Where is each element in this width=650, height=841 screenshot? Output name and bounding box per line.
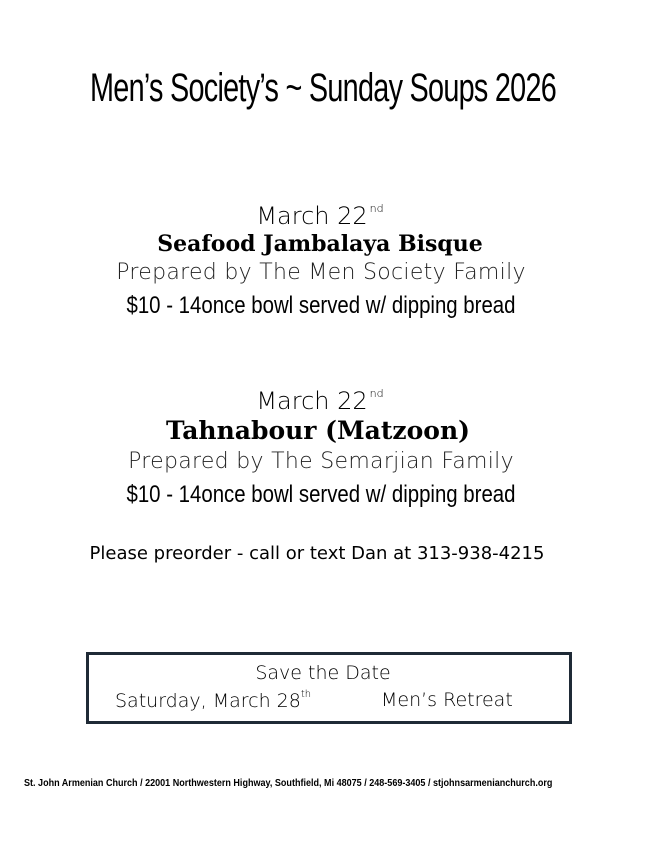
date-suffix: th (300, 689, 312, 700)
price-line: $10 - 14once bowl served w/ dipping bread (126, 292, 516, 319)
event-date-text: March 22 (256, 202, 368, 230)
save-the-date-box (86, 652, 572, 724)
event-2 (0, 379, 650, 512)
prepared-by: Prepared by The Men Society Family (116, 260, 526, 285)
footer-contact: St. John Armenian Church / 22001 Northwestern Highway, Southfield, Mi 48075 / 248-569-3405 / stjohnsarmenianchurch.org (24, 777, 553, 789)
page-title: Men’s Society’s ~ Sunday Soups 2026 (90, 66, 557, 110)
event-date (0, 379, 650, 416)
soup-name: Seafood Jambalaya Bisque (157, 231, 483, 257)
price-line: $10 - 14once bowl served w/ dipping bread (126, 481, 516, 508)
date-suffix: nd (369, 202, 384, 215)
save-the-date-event: Men’s Retreat (381, 689, 513, 711)
preorder-note: Please preorder - call or text Dan at 313-938-4215 (89, 543, 545, 564)
save-the-date-heading: Save the Date (255, 662, 391, 684)
soup-name: Tahnabour (Matzoon) (166, 416, 470, 445)
prepared-by: Prepared by The Semarjian Family (128, 449, 514, 474)
save-the-date-date-text: Saturday, March 28 (115, 690, 301, 712)
event-1 (0, 194, 650, 323)
event-date-text: March 22 (256, 387, 368, 415)
save-the-date-date (115, 689, 311, 712)
date-suffix: nd (369, 387, 384, 400)
event-date (0, 194, 650, 231)
